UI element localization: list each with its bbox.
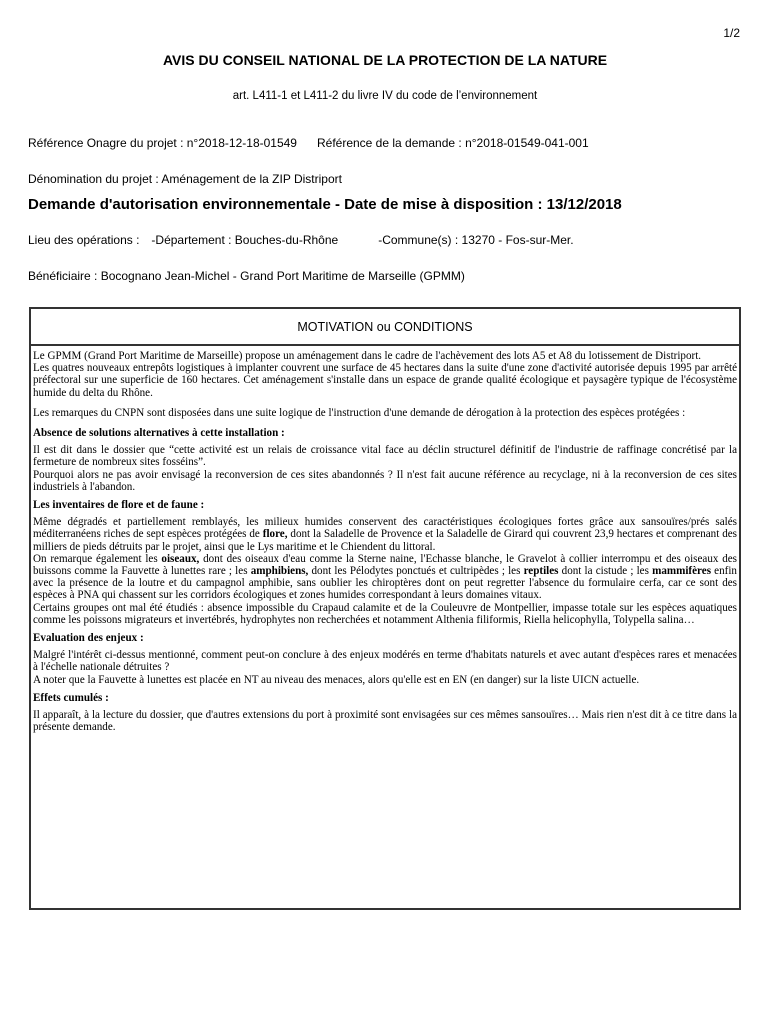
motivation-content — [31, 346, 739, 733]
motivation-box — [29, 307, 741, 910]
text-run: dont les Pélodytes ponctués et cultripèdes ; les — [308, 565, 524, 578]
inventaires-paragraph-2 — [33, 553, 737, 602]
enjeux-heading: Evaluation des enjeux : — [33, 632, 144, 645]
bold-amphibiens: amphibiens, — [250, 565, 309, 578]
alternatives-section — [33, 444, 737, 493]
inventaires-paragraph-1 — [33, 516, 737, 553]
bold-mammiferes: mammifères — [652, 565, 712, 578]
alternatives-heading: Absence de solutions alternatives à cette installation : — [33, 427, 285, 440]
intro-paragraph-2: Les quatres nouveaux entrepôts logistiques à implanter couvrent une surface de 45 hectares dans la suite d'une zone d'activité autorisée depuis 1995 par arrêté préfectoral sur une superficie de 160 hectares. Cet aménagement s'installe dans un espace de grande qualité écologique et paysagère typique de l'écosystème humide du delta du Rhône. — [33, 362, 737, 399]
intro-section — [33, 350, 737, 399]
text-run: On remarque également les — [33, 552, 162, 565]
document-title: AVIS DU CONSEIL NATIONAL DE LA PROTECTION DE LA NATURE — [162, 52, 608, 68]
location-label: Lieu des opérations : — [28, 233, 140, 247]
page-number: 1/2 — [723, 26, 740, 40]
reference-demande: Référence de la demande : n°2018-01549-041-001 — [316, 136, 589, 150]
inventaires-paragraph-3: Certains groupes ont mal été étudiés : absence impossible du Crapaud calamite et de la Couleuvre de Montpellier, impasse totale sur les espèces aquatiques comme les poissons migrateurs et invertébrés, hydrophytes non recherchées et notamment Althenia filiformis, Riella helicophylla, Tolypella salina… — [33, 601, 737, 626]
enjeux-section — [33, 649, 737, 686]
bold-reptiles: reptiles — [523, 565, 559, 578]
communes: -Commune(s) : 13270 - Fos-sur-Mer. — [378, 233, 574, 247]
enjeux-paragraph-2: A noter que la Fauvette à lunettes est placée en NT au niveau des menaces, alors qu'elle est en EN (en danger) sur la liste UICN actuelle. — [33, 673, 640, 686]
departement: -Département : Bouches-du-Rhône — [151, 233, 339, 247]
bold-oiseaux: oiseaux, — [161, 552, 200, 565]
beneficiary: Bénéficiaire : Bocognano Jean-Michel - Grand Port Maritime de Marseille (GPMM) — [28, 269, 465, 283]
inventaires-heading: Les inventaires de flore et de faune : — [33, 499, 205, 512]
reference-projet: Référence Onagre du projet : n°2018-12-18-01549 — [28, 136, 297, 150]
document-subtitle: art. L411-1 et L411-2 du livre IV du code de l’environnement — [232, 90, 538, 102]
request-title: Demande d'autorisation environnementale - Date de mise à disposition : 13/12/2018 — [28, 196, 622, 213]
references-line — [28, 136, 589, 150]
cumules-paragraph: Il apparaît, à la lecture du dossier, que d'autres extensions du port à proximité sont envisagées sur ces mêmes sansouïres… Mais rien n'est dit à ce titre dans la présente demande. — [33, 709, 737, 734]
inventaires-section — [33, 516, 737, 626]
enjeux-paragraph-1: Malgré l'intérêt ci-dessus mentionné, comment peut-on conclure à des enjeux modérés en terme d'habitats naturels et avec autant d'espèces rares et menacées à l'échelle nationale détruites ? — [33, 649, 737, 674]
intro-paragraph-1: Le GPMM (Grand Port Maritime de Marseille) propose un aménagement dans le cadre de l'achèvement des lots A5 et A8 du lotissement de Distriport. — [33, 350, 702, 362]
remarques-paragraph: Les remarques du CNPN sont disposées dans une suite logique de l'instruction d'une demande de dérogation à la protection des espèces protégées : — [33, 406, 686, 419]
text-run: enfin avec la présence de la loutre et du campagnol amphibie, sans oublier les chiroptères dont on peut regretter l'absence du formulaire cerfa, car ce sont des espèces à PNA qui chassent sur les corridors écologiques et zones humides correspondant à leurs domaines vitaux. — [33, 565, 737, 602]
text-run: dont la Saladelle de Provence et la Saladelle de Girard qui couvrent 23,9 hectares et comprenant des milliers de pieds détruits par le projet, ainsi que le Lys maritime et le Chiendent du littoral. — [33, 528, 737, 553]
text-run: dont la cistude ; les — [558, 565, 653, 578]
location-line — [28, 233, 574, 247]
motivation-header: MOTIVATION ou CONDITIONS — [31, 309, 739, 346]
bold-flore: flore, — [262, 528, 288, 541]
cumules-heading: Effets cumulés : — [33, 691, 109, 704]
text-run: Même dégradés et partiellement remblayés, les milieux humides conservent des caractéristiques écologiques fortes grâce aux sansouïres/prés salés méditerranéens riches de sept espèces protégées de — [33, 516, 737, 541]
alternatives-paragraph-2: Pourquoi alors ne pas avoir envisagé la reconversion de ces sites abandonnés ? Il n'est fait aucune référence au recyclage, ni à la reconversion de ces sites industriels à l'abandon. — [33, 468, 737, 493]
alternatives-paragraph-1: Il est dit dans le dossier que “cette activité est un relais de croissance vital face au déclin structurel définitif de l'industrie de raffinage concrétisé par la fermeture de nombreux sites fosséins”. — [33, 444, 737, 469]
project-denomination: Dénomination du projet : Aménagement de la ZIP Distriport — [28, 172, 342, 186]
text-run: dont des oiseaux d'eau comme la Sterne naine, l'Echasse blanche, le Gravelot à collier interrompu et des oiseaux des buissons comme la Fauvette à lunettes rare ; les — [33, 552, 737, 578]
